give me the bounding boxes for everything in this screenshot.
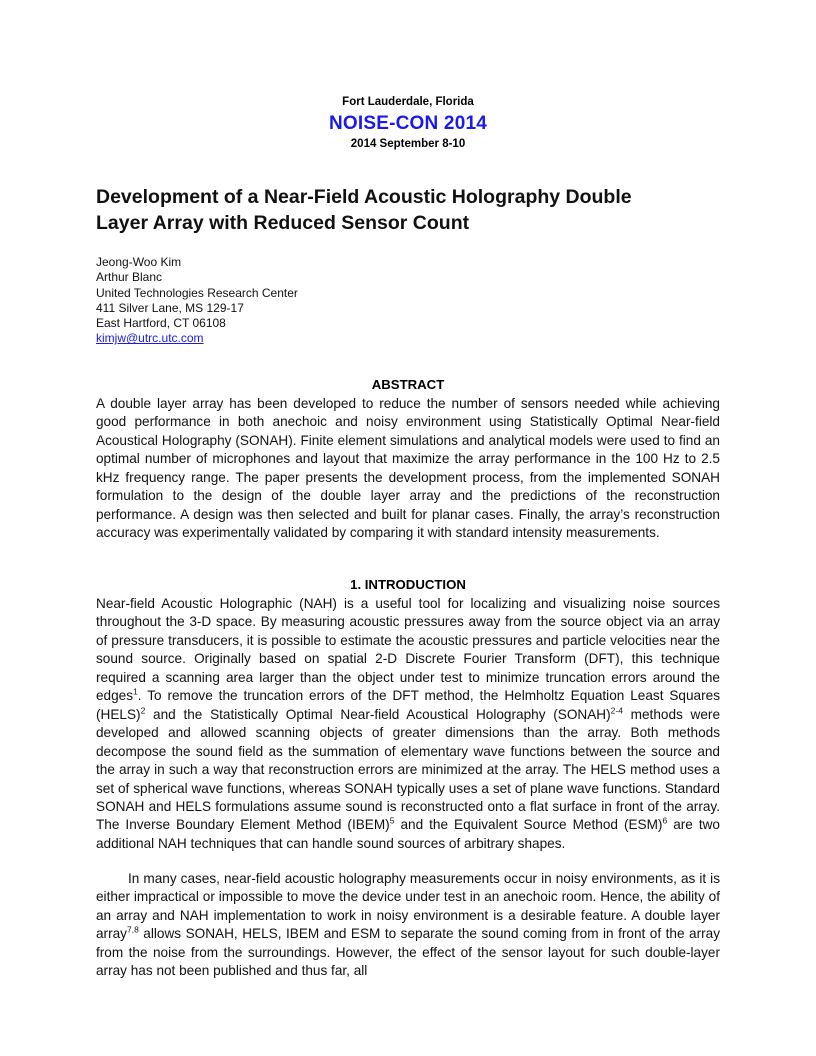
paper-title-line-2: Layer Array with Reduced Sensor Count [96, 212, 470, 234]
author-affiliation: United Technologies Research Center [96, 285, 298, 300]
citation-ref: 1 [133, 686, 138, 697]
citation-ref: 2 [140, 705, 146, 716]
author-address: 411 Silver Lane, MS 129-17 [96, 300, 244, 315]
citation-ref: 6 [662, 815, 668, 826]
intro-text: methods were developed and allowed scanning objects of greater dimensions than the array. Both methods decompose the sound field as the summation of elementary wave functions between the source and the array in such a way that reconstruction errors are minimized at the array. The HELS method uses a set of spherical wave functions, whereas SONAH typically uses a set of plane wave functions. Standard SONAH and HELS formulations assume sound is reconstructed onto a flat surface in front of the array. The Inverse Boundary Element Method (IBEM) [96, 706, 721, 833]
intro-text: and the Statistically Optimal Near-field Acoustical Holography (SONAH) [145, 706, 611, 722]
paper-title [96, 184, 736, 236]
introduction-heading: 1. INTRODUCTION [350, 577, 466, 592]
intro-text: and the Equivalent Source Method (ESM) [394, 817, 663, 833]
introduction-paragraph-1 [96, 595, 720, 853]
citation-ref: 7,8 [126, 924, 139, 935]
paper-title-line-1: Development of a Near-Field Acoustic Holography Double [96, 186, 632, 208]
citation-ref: 2-4 [610, 705, 623, 716]
intro-text: . To remove the truncation errors of the DFT method, the Helmholtz Equation Least Squares (HELS) [96, 688, 720, 722]
conference-name: NOISE-CON 2014 [328, 113, 488, 134]
intro-text: are two additional NAH techniques that can handle sound sources of arbitrary shapes. [96, 817, 720, 851]
author-email-link[interactable]: kimjw@utrc.utc.com [96, 331, 204, 346]
citation-ref: 5 [389, 815, 395, 826]
author-name: Arthur Blanc [96, 270, 163, 285]
conference-location: Fort Lauderdale, Florida [342, 96, 474, 108]
conference-dates: 2014 September 8-10 [350, 138, 466, 150]
abstract-text: A double layer array has been developed to reduce the number of sensors needed while achieving good performance in both anechoic and noisy environment using Statistically Optimal Near-field Acoustical Holography (SONAH). Finite element simulations and analytical models were used to find an optimal number of microphones and layout that maximize the array performance in the 100 Hz to 2.5 kHz frequency range. The paper presents the development process, from the implemented SONAH formulation to the design of the double layer array and the predictions of the reconstruction performance. A design was then selected and built for planar cases. Finally, the array’s reconstruction accuracy was experimentally validated by comparing it with standard intensity measurements. [96, 396, 720, 541]
abstract-heading: ABSTRACT [371, 377, 445, 392]
author-block [96, 255, 298, 347]
author-name: Jeong-Woo Kim [96, 255, 182, 269]
author-city: East Hartford, CT 06108 [96, 316, 226, 331]
intro-text: Near-field Acoustic Holographic (NAH) is a useful tool for localizing and visualizing noise sources throughout the 3-D space. By measuring acoustic pressures away from the source object via an array of pressure transducers, it is possible to estimate the acoustic pressures and particle velocities near the sound source. Originally based on spatial 2-D Discrete Fourier Transform (DFT), this technique required a scanning area larger than the object under test to minimize truncation errors around the edges [96, 596, 720, 704]
intro-text: allows SONAH, HELS, IBEM and ESM to separate the sound coming from in front of the array from the noise from the surroundings. However, the effect of the sensor layout for such double-layer array has not been published and thus far, all [96, 926, 720, 979]
introduction-paragraph-2 [96, 870, 720, 981]
intro-text: In many cases, near-field acoustic holography measurements occur in noisy environments, as it is either impractical or impossible to move the device under test in an anechoic room. Hence, the ability of an array and NAH implementation to work in noisy environment is a desirable feature. A double layer array [96, 871, 720, 942]
